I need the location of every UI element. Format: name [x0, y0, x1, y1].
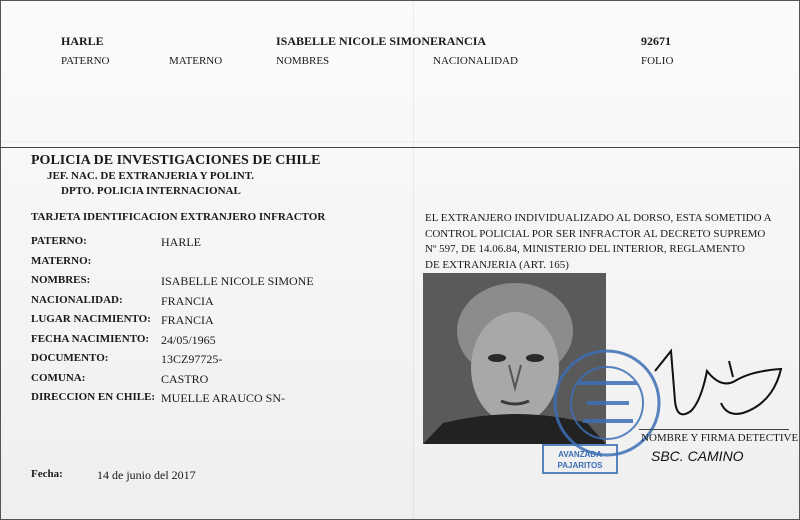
header-nacionalidad-label: NACIONALIDAD	[433, 55, 518, 67]
notice-line: EL EXTRANJERO INDIVIDUALIZADO AL DORSO, ESTA SOMETIDO A	[425, 212, 772, 224]
stamp-text-line2: PAJARITOS	[557, 461, 603, 470]
field-value: HARLE	[161, 235, 201, 249]
notice-line: Nº 597, DE 14.06.84, MINISTERIO DEL INTERIOR, REGLAMENTO	[425, 243, 745, 255]
header-nombres-value: ISABELLE NICOLE SIMONERANCIA	[276, 34, 487, 48]
org-department: JEF. NAC. DE EXTRANJERIA Y POLINT.	[47, 170, 254, 182]
fecha-value: 14 de junio del 2017	[97, 468, 196, 482]
notice-line: CONTROL POLICIAL POR SER INFRACTOR AL DECRETO SUPREMO	[425, 227, 766, 240]
field-label: FECHA NACIMIENTO:	[31, 332, 150, 345]
field-value: CASTRO	[161, 371, 209, 386]
signature-caption: NOMBRE Y FIRMA DETECTIVE	[641, 432, 799, 444]
header-paterno-label: PATERNO	[61, 55, 110, 67]
field-label: DOCUMENTO:	[31, 352, 109, 364]
handwritten-name-text: SBC. CAMINO	[651, 448, 744, 464]
field-label: PATERNO:	[31, 235, 87, 247]
org-division: DPTO. POLICIA INTERNACIONAL	[61, 185, 241, 197]
field-value: FRANCIA	[161, 313, 214, 327]
header-folio-label: FOLIO	[641, 55, 674, 67]
field-label: MATERNO:	[31, 254, 92, 267]
notice-line: DE EXTRANJERIA (ART. 165)	[425, 258, 569, 271]
field-value: 24/05/1965	[161, 332, 216, 347]
signature-line	[639, 429, 789, 430]
header-materno-label: MATERNO	[169, 55, 223, 67]
header-folio-value: 92671	[641, 34, 671, 48]
field-value: 13CZ97725-	[161, 352, 223, 366]
field-label: NACIONALIDAD:	[31, 293, 123, 306]
divider-line	[1, 147, 799, 148]
paper-crease-vertical	[413, 1, 414, 519]
legal-notice	[425, 211, 775, 273]
stamp-text-line1: AVANZADA	[558, 450, 602, 459]
field-label: COMUNA:	[31, 371, 86, 384]
paper-crease-horizontal	[1, 141, 799, 142]
header-paterno-value: HARLE	[61, 34, 104, 48]
field-label: LUGAR NACIMIENTO:	[31, 313, 151, 325]
handwritten-name	[649, 443, 779, 469]
fecha-label: Fecha:	[31, 468, 63, 480]
field-value: MUELLE ARAUCO SN-	[161, 391, 286, 405]
card-title: TARJETA IDENTIFICACION EXTRANJERO INFRACTOR	[31, 211, 326, 223]
header-nombres-label: NOMBRES	[276, 55, 330, 67]
field-label: DIRECCION EN CHILE:	[31, 391, 156, 403]
field-value: FRANCIA	[161, 293, 214, 308]
detective-signature	[631, 341, 791, 431]
org-name: POLICIA DE INVESTIGACIONES DE CHILE	[31, 153, 321, 168]
field-value: ISABELLE NICOLE SIMONE	[161, 274, 314, 288]
field-label: NOMBRES:	[31, 274, 91, 286]
